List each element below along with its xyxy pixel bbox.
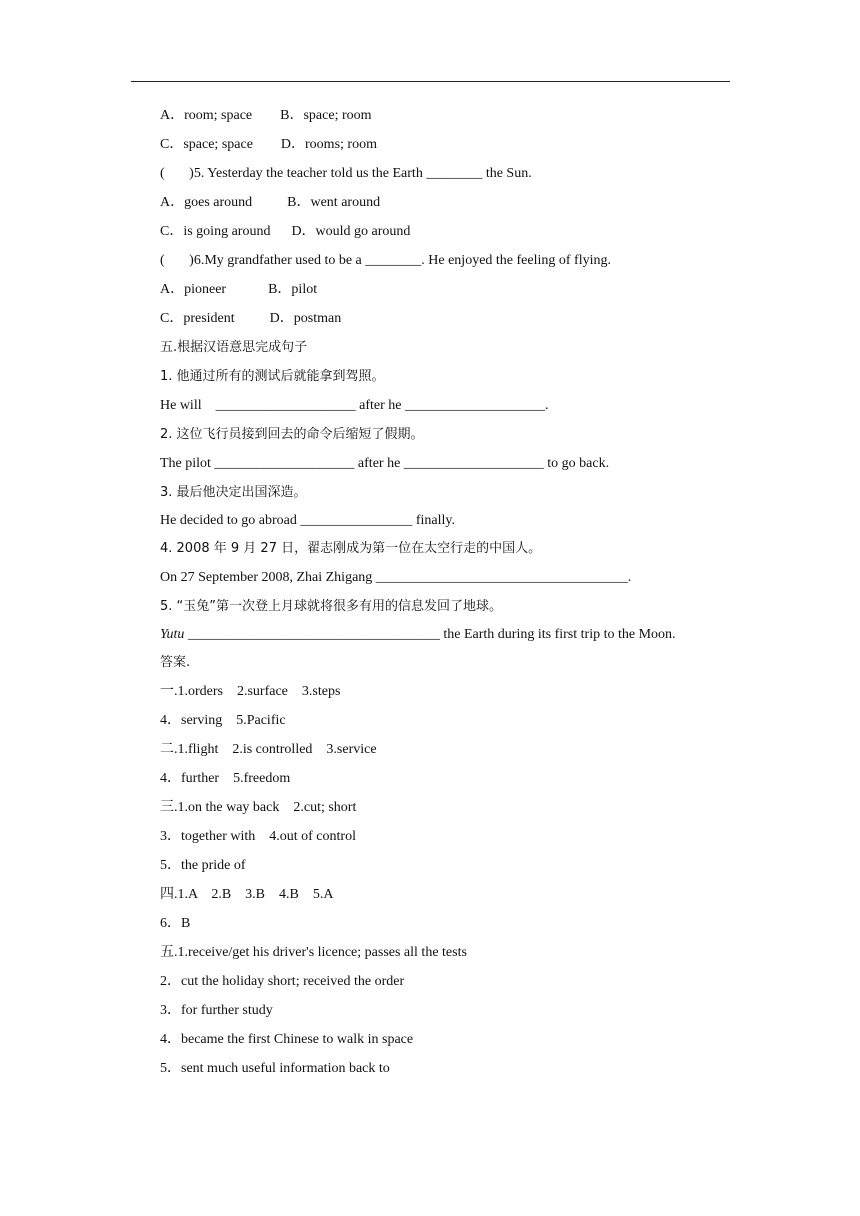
q4-options-row-2: C．space; space D．rooms; room bbox=[160, 137, 377, 152]
answer-line-9: 6．B bbox=[160, 916, 191, 931]
item-5-chinese: 5. “玉兔”第一次登上月球就将很多有用的信息发回了地球。 bbox=[160, 599, 503, 614]
question-5: ( )5. Yesterday the teacher told us the Earth ________ the Sun. bbox=[160, 166, 532, 181]
answer-line-3: 二.1.flight 2.is controlled 3.service bbox=[160, 742, 377, 757]
q5-options-row-1: A．goes around B．went around bbox=[160, 195, 381, 210]
item-5-italic-name: Yutu bbox=[160, 627, 185, 642]
answer-line-14: 5．sent much useful information back to bbox=[160, 1061, 390, 1076]
item-5-rest: ____________________________________ the Earth during its first trip to the Moon. bbox=[184, 627, 676, 642]
item-4-english: On 27 September 2008, Zhai Zhigang ____________________________________. bbox=[160, 570, 632, 585]
answer-line-10: 五.1.receive/get his driver's licence; passes all the tests bbox=[160, 945, 467, 960]
item-1-english: He will ____________________ after he ____________________. bbox=[160, 398, 549, 413]
document-content bbox=[160, 101, 740, 1083]
item-4-chinese: 4. 2008 年 9 月 27 日，翟志刚成为第一位在太空行走的中国人。 bbox=[160, 541, 542, 556]
q6-options-row-2: C．president D．postman bbox=[160, 311, 342, 326]
header-rule bbox=[131, 81, 730, 82]
section-5-heading: 五.根据汉语意思完成句子 bbox=[160, 340, 308, 355]
answer-line-5: 三.1.on the way back 2.cut; short bbox=[160, 800, 357, 815]
q6-options-row-1: A．pioneer B．pilot bbox=[160, 282, 318, 297]
q4-options-row-1: A．room; space B．space; room bbox=[160, 108, 372, 123]
item-2-chinese: 2. 这位飞行员接到回去的命令后缩短了假期。 bbox=[160, 427, 424, 442]
item-2-english: The pilot ____________________ after he ____________________ to go back. bbox=[160, 456, 610, 471]
answer-line-2: 4．serving 5.Pacific bbox=[160, 713, 286, 728]
question-6: ( )6.My grandfather used to be a ________. He enjoyed the feeling of flying. bbox=[160, 253, 611, 268]
answer-line-11: 2．cut the holiday short; received the order bbox=[160, 974, 405, 989]
answer-line-7: 5．the pride of bbox=[160, 858, 246, 873]
answer-line-13: 4．became the first Chinese to walk in space bbox=[160, 1032, 414, 1047]
answer-line-6: 3．together with 4.out of control bbox=[160, 829, 356, 844]
item-3-chinese: 3. 最后他决定出国深造。 bbox=[160, 485, 307, 500]
answer-line-8: 四.1.A 2.B 3.B 4.B 5.A bbox=[160, 887, 334, 902]
answer-line-1: 一.1.orders 2.surface 3.steps bbox=[160, 684, 341, 699]
item-5-english bbox=[160, 621, 740, 649]
q5-options-row-2: C．is going around D．would go around bbox=[160, 224, 411, 239]
answers-heading: 答案. bbox=[160, 655, 191, 670]
item-3-english: He decided to go abroad ________________ finally. bbox=[160, 513, 455, 528]
answer-line-4: 4．further 5.freedom bbox=[160, 771, 291, 786]
answer-line-12: 3．for further study bbox=[160, 1003, 273, 1018]
item-1-chinese: 1. 他通过所有的测试后就能拿到驾照。 bbox=[160, 369, 385, 384]
